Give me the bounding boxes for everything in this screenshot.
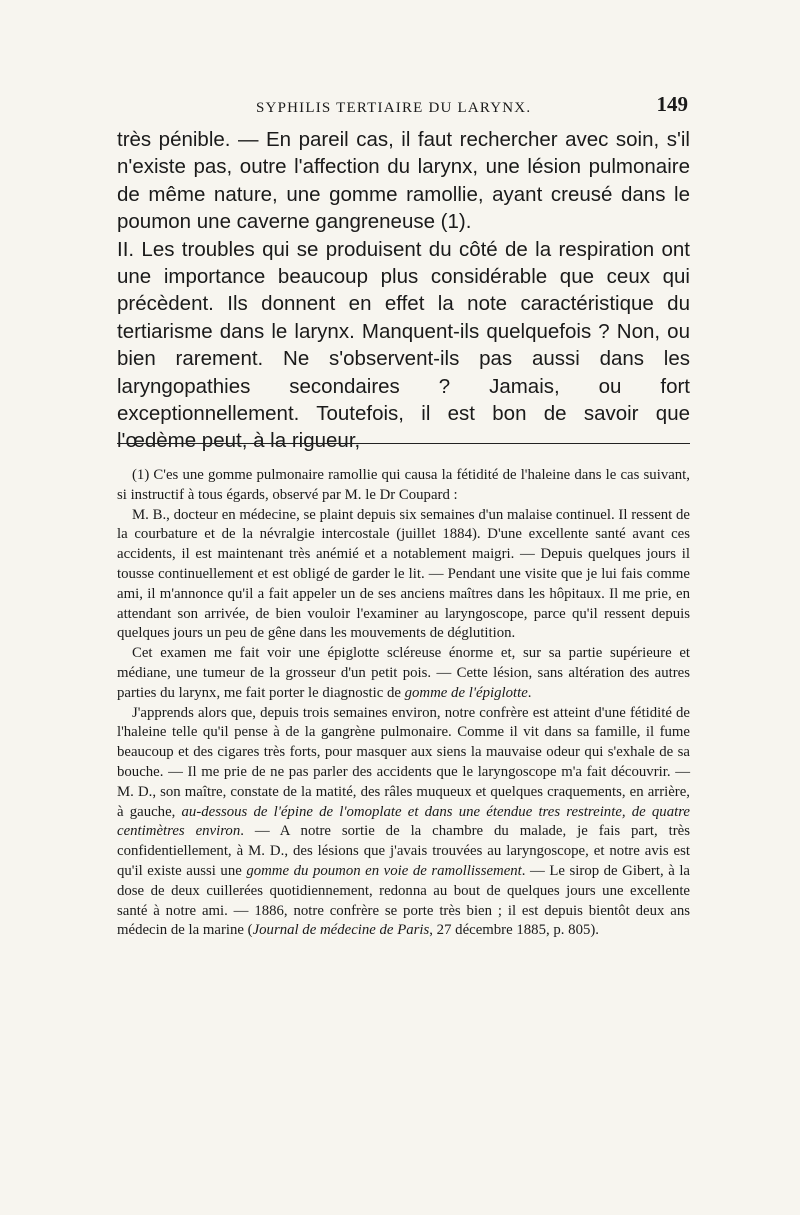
running-title: SYPHILIS TERTIAIRE DU LARYNX. (256, 100, 532, 116)
main-paragraph-1: très pénible. — En pareil cas, il faut rechercher avec soin, s'il n'existe pas, outre l'affection du larynx, une lésion pulmonaire de même nature, une gomme ramollie, ayant creusé dans le poumon une caverne gangreneuse (1). (117, 128, 690, 234)
footnote-case-history: M. B., docteur en médecine, se plaint depuis six semaines d'un malaise continuel. Il ressent de la courbature et de la névralgie intercostale (juillet 1884). D'une excellente santé avant ces accidents, il est maintenant très anémié et a notablement maigri. — Depuis quelques jours il tousse continuellement et est obligé de garder le lit. — Pendant une visite que je lui fais comme ami, il m'annonce qu'il a fait appeler un de ses anciens maîtres dans les hôpitaux. Il me prie, en attendant son arrivée, de bien vouloir l'examiner au laryngoscope, parce qu'il ressent depuis quelques jours un peu de gêne dans les mouvements de déglutition. (117, 506, 690, 642)
footnote-intro: (1) C'es une gomme pulmonaire ramollie qui causa la fétidité de l'haleine dans le cas suivant, si instructif à tous égards, observé par M. le Dr Coupard : (117, 467, 690, 503)
page-number: 149 (656, 92, 688, 116)
footnote (117, 466, 690, 941)
footnote-examination: Cet examen me fait voir une épiglotte scléreuse énorme et, sur sa partie supérieure et médiane, une tumeur de la grosseur d'un petit pois. — Cette lésion, sans altération des autres parties du larynx, me fait porter le diagnostic de gomme de l'épiglotte. (117, 645, 690, 701)
page-header (118, 92, 688, 120)
main-text (117, 126, 690, 455)
footnote-outcome: J'apprends alors que, depuis trois semaines environ, notre confrère est atteint d'une fétidité de l'haleine telle qu'il pense à de la gangrène pulmonaire. Comme il vit dans sa famille, il fume beaucoup et des cigares très forts, pour masquer aux siens la mauvaise odeur qui s'exhale de sa bouche. — Il me prie de ne pas parler des accidents que le laryngoscope m'a fait découvrir. — M. D., son maître, constate de la matité, des râles muqueux et quelques craquements, en arrière, à gauche, au-dessous de l'épine de l'omoplate et dans une étendue tres restreinte, de quatre centimètres environ. — A notre sortie de la chambre du malade, je fais part, très confidentiellement, à M. D., des lésions que j'avais trouvées au laryngoscope, et notre avis est qu'il existe aussi une gomme du poumon en voie de ramollissement. — Le sirop de Gibert, à la dose de deux cuillerées quotidiennement, redonna au bout de quelques jours une excellente santé à notre ami. — 1886, notre confrère se porte très bien ; il est depuis bientôt deux ans médecin de la marine (Journal de médecine de Paris, 27 décembre 1885, p. 805). (117, 704, 690, 939)
main-paragraph-2: II. Les troubles qui se produisent du côté de la respiration ont une importance beaucoup plus considérable que ceux qui précèdent. Ils donnent en effet la note caractéristique du tertiarisme dans le larynx. Manquent-ils quelquefois ? Non, ou bien rarement. Ne s'observent-ils pas aussi dans les laryngopathies secondaires ? Jamais, ou fort exceptionnellement. Toutefois, il est bon de savoir que l'œdème peut, à la rigueur, (117, 237, 690, 453)
footnote-separator (117, 443, 690, 444)
